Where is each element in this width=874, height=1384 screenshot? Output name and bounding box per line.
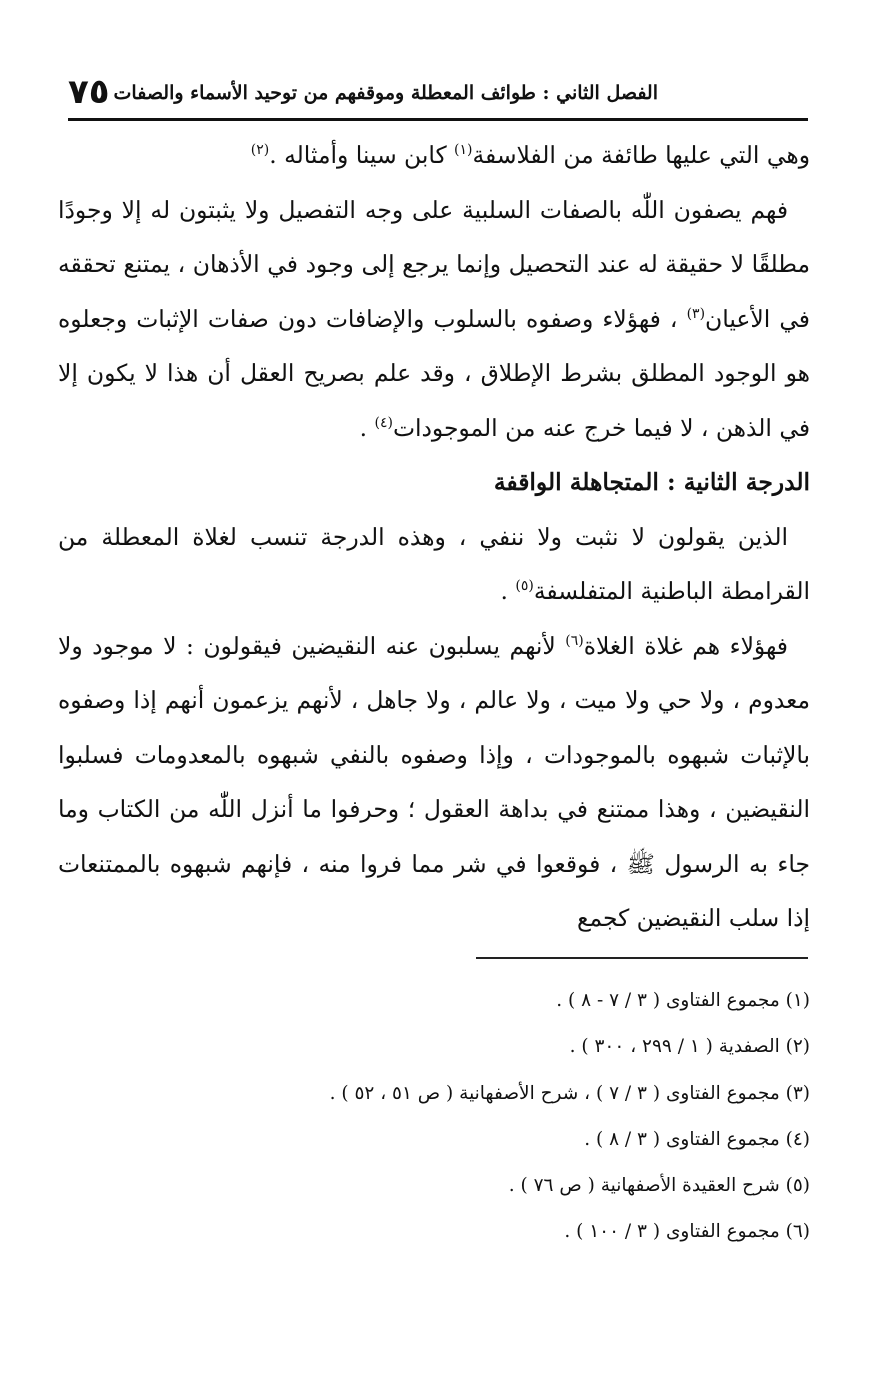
- paragraph-4: فهؤلاء هم غلاة الغلاة$^{(٦)}$ لأنهم يسلبون عنه النقيضين فيقولون : لا موجود ولا معدوم ، ولا حي ولا ميت ، ولا عالم ، ولا جاهل ، لأنهم يزعمون أنهم إذا وصفوه بالإثبات شبهوه بالموجودات ، وإذا وصفوه بالنفي شبهوه بالمعدومات فسلبوا النقيضين ، وهذا ممتنع في بداهة العقول ؛ وحرفوا ما أنزل اللّٰه من الكتاب وما جاء به الرسول ﷺ ، فوقعوا في شر مما فروا منه ، فإنهم شبهوه بالممتنعات إذا سلب النقيضين كجمع: [58, 631, 810, 932]
- footnote-5: (٥) شرح العقيدة الأصفهانية ( ص ٧٦ ) .: [508, 1175, 810, 1197]
- footnote-marker-6: (٦): [565, 632, 584, 649]
- footnote-6: (٦) مجموع الفتاوى ( ٣ / ١٠٠ ) .: [564, 1221, 810, 1243]
- footnote-marker-4: (٤): [374, 414, 393, 431]
- page-number: ٧٥: [68, 72, 110, 112]
- footnote-2: (٢) الصفدية ( ١ / ٢٩٩ ، ٣٠٠ ) .: [569, 1036, 810, 1058]
- main-text: [58, 128, 810, 946]
- footnote-marker-1: (١): [454, 142, 473, 159]
- footnote-1: (١) مجموع الفتاوى ( ٣ / ٧ - ٨ ) .: [556, 990, 810, 1011]
- paragraph-1: وهي التي عليها طائفة من الفلاسفة$^{(١)}$ كابن سينا وأمثاله .$^{(٢)}$: [250, 141, 810, 169]
- footnote-marker-2: (٢): [250, 142, 270, 159]
- section-heading: الدرجة الثانية : المتجاهلة الواقفة: [493, 468, 810, 496]
- paragraph-3: الذين يقولون لا نثبت ولا ننفي ، وهذه الدرجة تنسب لغلاة المعطلة من القرامطة الباطنية المتفلسفة$^{(٥)}$ .: [58, 522, 810, 605]
- paragraph-2: فهم يصفون اللّٰه بالصفات السلبية على وجه التفصيل ولا يثبتون له إلا وجودًا مطلقًا لا حقيقة له عند التحصيل وإنما يرجع إلى وجود في الأذهان ، يمتنع تحققه في الأعيان$^{(٣)}$ ، فهؤلاء وصفوه بالسلوب والإضافات دون صفات الإثبات وجعلوه هو الوجود المطلق بشرط الإطلاق ، وقد علم بصريح العقل أن هذا لا يكون إلا في الذهن ، لا فيما خرج عنه من الموجودات$^{(٤)}$ .: [58, 195, 810, 442]
- footnote-marker-5: (٥): [515, 578, 534, 595]
- running-title: الفصل الثاني : طوائف المعطلة وموقفهم من توحيد الأسماء والصفات: [113, 82, 658, 104]
- footnotes-list: [110, 978, 810, 1256]
- footnote-divider: [476, 957, 808, 959]
- running-header: [68, 72, 808, 121]
- footnote-marker-3: (٣): [686, 305, 706, 322]
- footnote-4: (٤) مجموع الفتاوى ( ٣ / ٨ ) .: [584, 1128, 810, 1150]
- footnote-3: (٣) مجموع الفتاوى ( ٣ / ٧ ) ، شرح الأصفهانية ( ص ٥١ ، ٥٢ ) .: [329, 1082, 810, 1104]
